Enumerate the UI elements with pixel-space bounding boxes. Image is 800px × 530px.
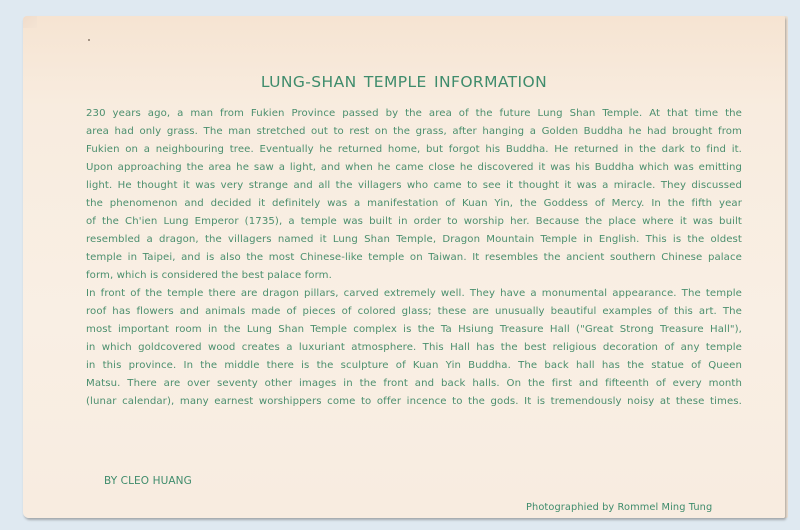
text-line: light. He thought it was very strange and all the villagers who came to see it thought it was a miracle. They discussed bbox=[86, 180, 742, 191]
photo-credit: Photographied by Rommel Ming Tung bbox=[526, 502, 713, 513]
text-line: (lunar calendar), many earnest worshippers come to offer incence to the gods. It is tremendously noisy at these times. bbox=[86, 396, 742, 407]
document-title: LUNG-SHAN TEMPLE INFORMATION bbox=[260, 73, 548, 91]
paragraph-2 bbox=[86, 285, 742, 411]
text-line: most important room in the Lung Shan Temple complex is the Ta Hsiung Treasure Hall ("Great Strong Treasure Hall"), bbox=[86, 324, 742, 335]
text-line: Fukien on a neighbouring tree. Eventually he returned home, but forgot his Buddha. He returned in the dark to find it. bbox=[86, 144, 742, 155]
text-line: of the Ch'ien Lung Emperor (1735), a temple was built in order to worship her. Because the place where it was built bbox=[86, 216, 742, 227]
text-line: roof has flowers and animals made of pieces of colored glass; these are unusually beautiful examples of this art. The bbox=[86, 306, 742, 317]
author-byline: BY CLEO HUANG bbox=[104, 475, 192, 487]
text-line: form, which is considered the best palace form. bbox=[86, 270, 332, 281]
text-line: the phenomenon and decided it definitely was a manifestation of Kuan Yin, the Goddess of Mercy. In the fifth year bbox=[86, 198, 742, 209]
text-line: resembled a dragon, the villagers named it Lung Shan Temple, Dragon Mountain Temple in English. This is the oldest bbox=[86, 234, 742, 245]
text-line: temple in Taipei, and is also the most Chinese-like temple on Taiwan. It resembles the ancient southern Chinese palace bbox=[86, 252, 742, 263]
text-line: 230 years ago, a man from Fukien Province passed by the area of the future Lung Shan Temple. At that time the bbox=[86, 108, 742, 119]
paragraph-1 bbox=[86, 105, 742, 285]
text-line: area had only grass. The man stretched out to rest on the grass, after hanging a Golden Buddha he had brought from bbox=[86, 126, 742, 137]
text-line: Matsu. There are over seventy other images in the front and back halls. On the first and fifteenth of every month bbox=[86, 378, 742, 389]
document-body bbox=[86, 105, 742, 411]
postcard bbox=[23, 16, 785, 518]
paper-speck bbox=[88, 39, 90, 41]
text-line: Upon approaching the area he saw a light, and when he came close he discovered it was his Buddha which was emitting bbox=[86, 162, 742, 173]
text-line: in which goldcovered wood creates a luxuriant atmosphere. This Hall has the best religious decoration of any temple bbox=[86, 342, 742, 353]
text-line: in this province. In the middle there is the sculpture of Kuan Yin Buddha. The back hall has the statue of Queen bbox=[86, 360, 742, 371]
text-line: In front of the temple there are dragon pillars, carved extremely well. They have a monumental appearance. The temple bbox=[86, 288, 742, 299]
